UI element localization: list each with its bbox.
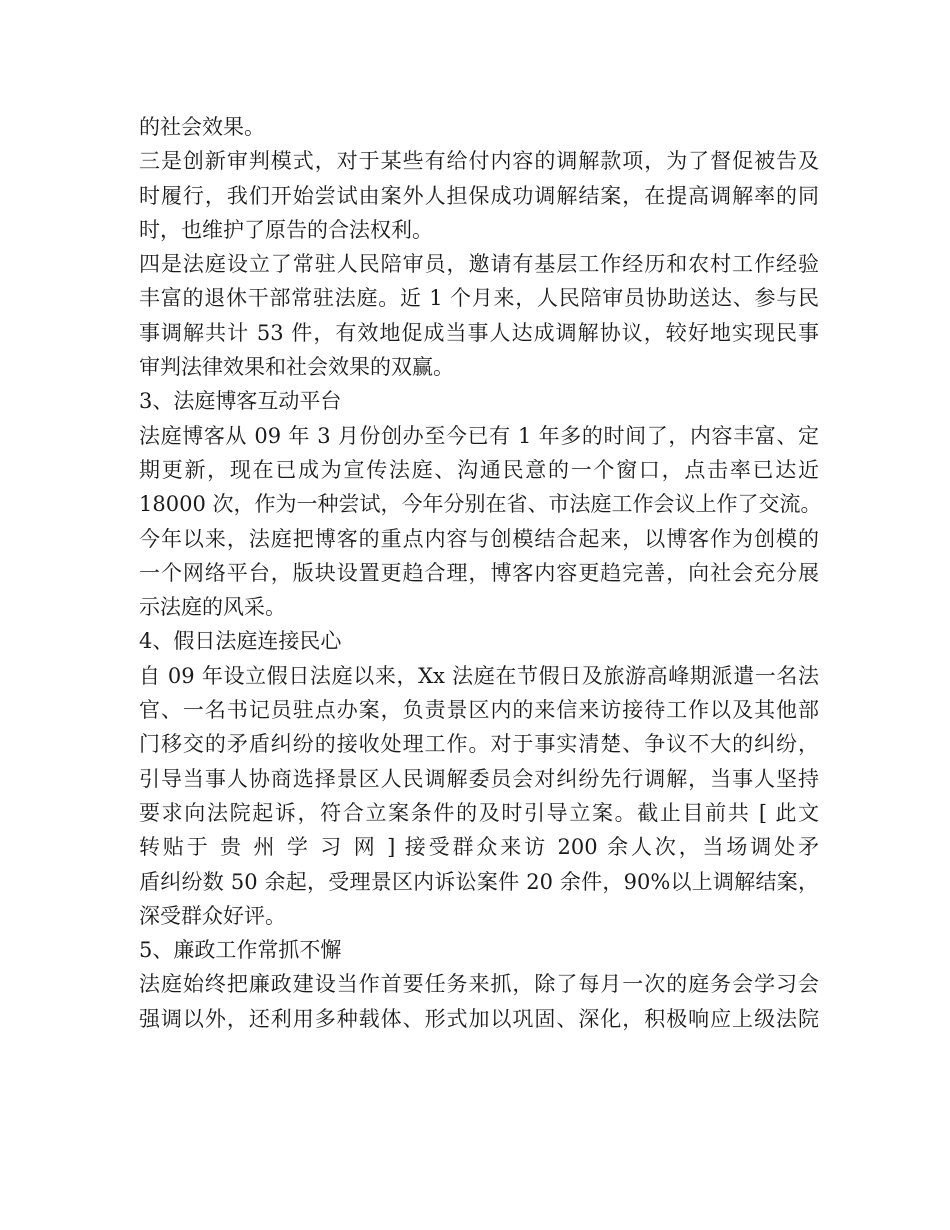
text-line: 18000 次，作为一种尝试，今年分别在省、市法庭工作会议上作了交流。 bbox=[139, 492, 822, 517]
section-heading: 5、廉政工作常抓不懈 bbox=[139, 938, 342, 963]
text-line: 要求向法院起诉，符合立案条件的及时引导立案。截止目前共 [ 此文 bbox=[139, 800, 819, 825]
text-line: 转贴于 贵 州 学 习 网 ] 接受群众来访 200 余人次，当场调处矛 bbox=[139, 835, 819, 860]
text-line: 时，也维护了原告的合法权利。 bbox=[139, 217, 433, 242]
text-line: 四是法庭设立了常驻人民陪审员，邀请有基层工作经历和农村工作经验 bbox=[139, 252, 819, 277]
text-line: 的社会效果。 bbox=[139, 115, 265, 139]
text-line: 法庭始终把廉政建设当作首要任务来抓，除了每月一次的庭务会学习会 bbox=[139, 972, 819, 997]
text-line: 审判法律效果和社会效果的双赢。 bbox=[139, 355, 454, 380]
section-heading: 3、法庭博客互动平台 bbox=[139, 389, 342, 414]
text-line: 自 09 年设立假日法庭以来，Xx 法庭在节假日及旅游高峰期派遣一名法 bbox=[139, 663, 819, 688]
text-line: 法庭博客从 09 年 3 月份创办至今已有 1 年多的时间了，内容丰富、定 bbox=[139, 423, 819, 448]
text-line: 强调以外，还利用多种载体、形式加以巩固、深化，积极响应上级法院 bbox=[139, 1006, 819, 1031]
document-body bbox=[139, 110, 822, 1036]
text-line: 官、一名书记员驻点办案，负责景区内的来信来访接待工作以及其他部 bbox=[139, 698, 819, 723]
text-line: 引导当事人协商选择景区人民调解委员会对纠纷先行调解，当事人坚持 bbox=[139, 766, 819, 791]
text-line: 门移交的矛盾纠纷的接收处理工作。对于事实清楚、争议不大的纠纷， bbox=[139, 732, 819, 757]
text-line: 今年以来，法庭把博客的重点内容与创模结合起来，以博客作为创模的 bbox=[139, 526, 819, 551]
text-line: 示法庭的风采。 bbox=[139, 595, 286, 620]
section-heading: 4、假日法庭连接民心 bbox=[139, 629, 342, 654]
text-line: 深受群众好评。 bbox=[139, 903, 286, 928]
text-line: 时履行，我们开始尝试由案外人担保成功调解结案，在提高调解率的同 bbox=[139, 183, 819, 208]
text-line: 三是创新审判模式，对于某些有给付内容的调解款项，为了督促被告及 bbox=[139, 149, 819, 174]
text-line: 丰富的退休干部常驻法庭。近 1 个月来，人民陪审员协助送达、参与民 bbox=[139, 286, 819, 311]
text-line: 期更新，现在已成为宣传法庭、沟通民意的一个窗口，点击率已达近 bbox=[139, 457, 819, 482]
text-line: 盾纠纷数 50 余起，受理景区内诉讼案件 20 余件，90%以上调解结案， bbox=[139, 869, 819, 894]
text-line: 一个网络平台，版块设置更趋合理，博客内容更趋完善，向社会充分展 bbox=[139, 560, 819, 585]
text-line: 事调解共计 53 件，有效地促成当事人达成调解协议，较好地实现民事 bbox=[139, 320, 819, 345]
